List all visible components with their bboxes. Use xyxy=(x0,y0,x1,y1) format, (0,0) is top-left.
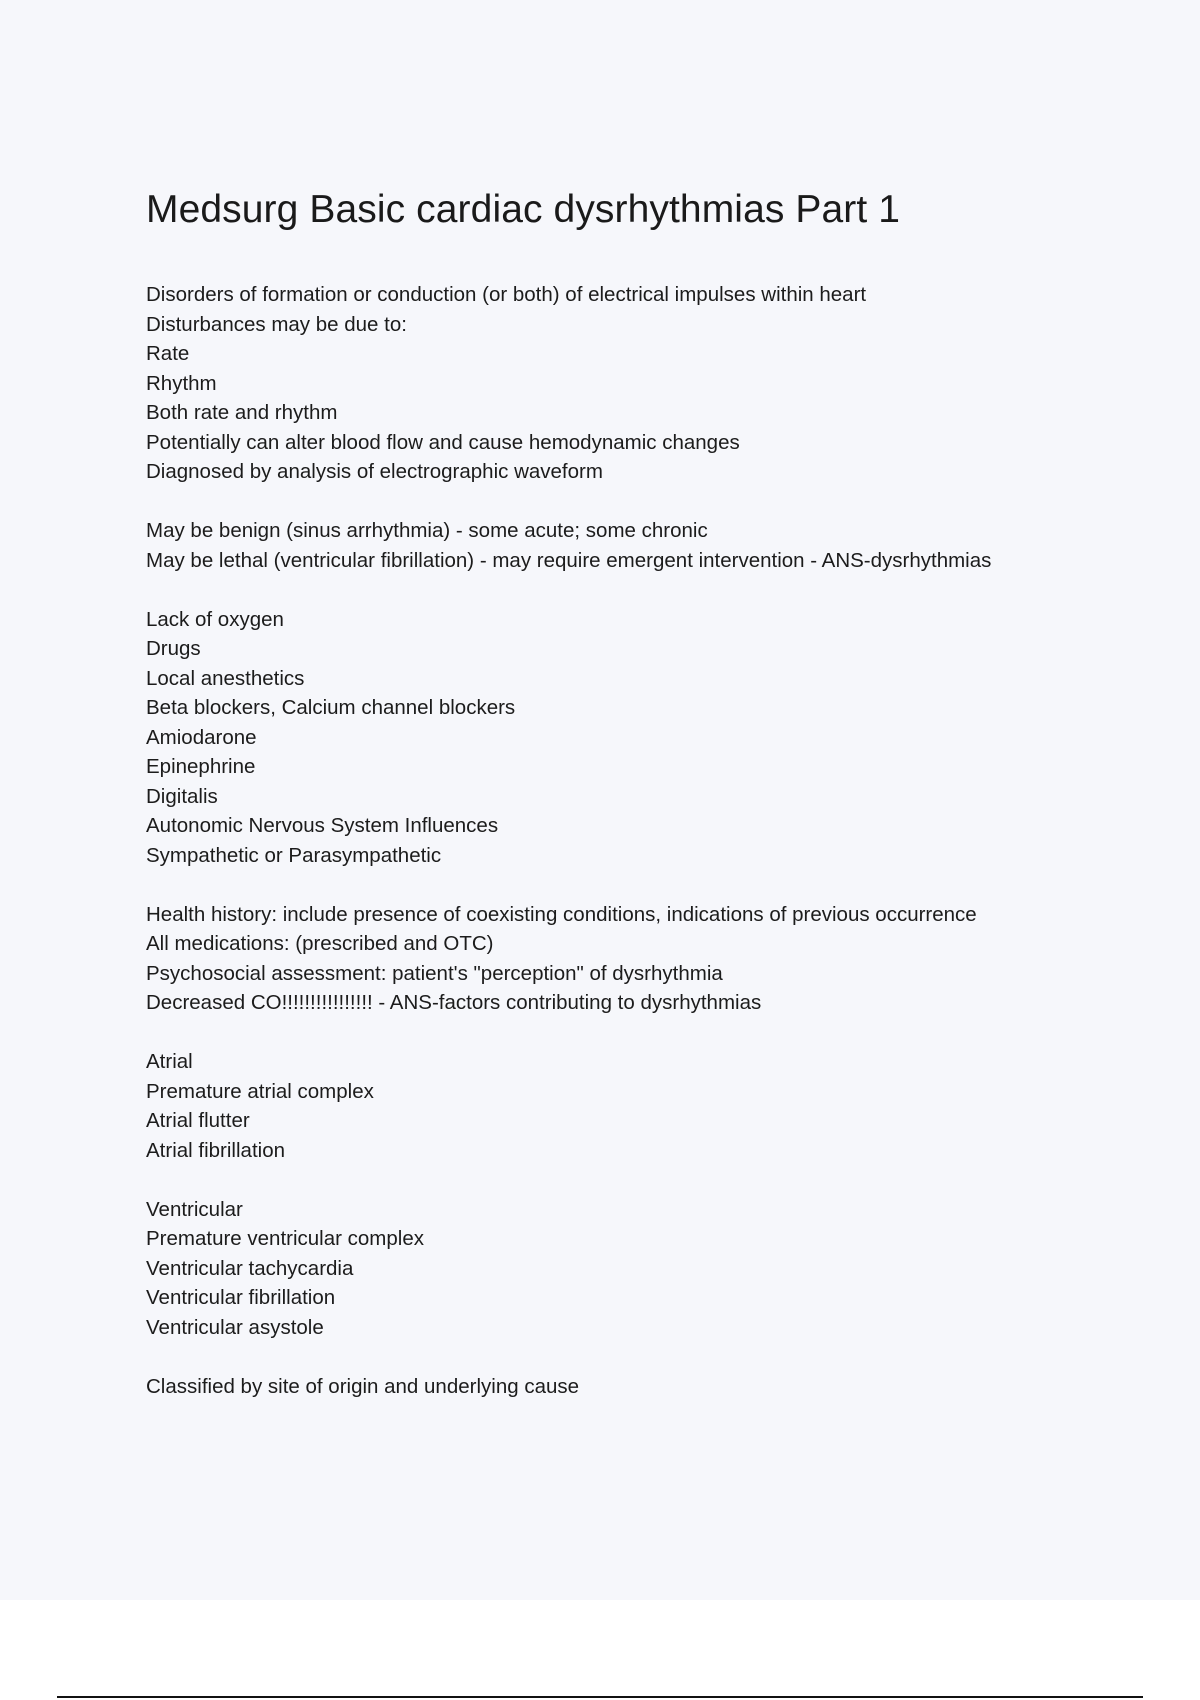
text-line: Ventricular asystole xyxy=(146,1315,324,1339)
text-line: Decreased CO!!!!!!!!!!!!!!!! - ANS-factors contributing to dysrhythmias xyxy=(146,991,762,1014)
text-line: Autonomic Nervous System Influences xyxy=(146,814,499,837)
text-line: Local anesthetics xyxy=(146,666,305,690)
text-line: Atrial xyxy=(146,1050,193,1073)
document-body xyxy=(146,280,1146,1401)
paragraph-block xyxy=(146,516,1146,575)
footer-divider xyxy=(57,1696,1143,1698)
text-line: Beta blockers, Calcium channel blockers xyxy=(146,696,516,719)
document-title: Medsurg Basic cardiac dysrhythmias Part 1 xyxy=(146,188,901,231)
text-line: Sympathetic or Parasympathetic xyxy=(146,843,442,867)
paragraph-block xyxy=(146,900,1146,1018)
text-line: Diagnosed by analysis of electrographic waveform xyxy=(146,460,603,483)
text-line: Ventricular tachycardia xyxy=(146,1256,354,1280)
paragraph-block xyxy=(146,1195,1146,1343)
text-line: Rhythm xyxy=(146,371,217,395)
text-line: Epinephrine xyxy=(146,755,256,778)
text-line: All medications: (prescribed and OTC) xyxy=(146,932,494,955)
text-line: Potentially can alter blood flow and cause hemodynamic changes xyxy=(146,430,740,454)
text-line: Ventricular xyxy=(146,1197,243,1221)
paragraph-block xyxy=(146,1372,1146,1402)
text-line: Rate xyxy=(146,342,190,365)
document-content xyxy=(146,186,1146,1431)
text-line: Disturbances may be due to: xyxy=(146,312,407,336)
text-line: Amiodarone xyxy=(146,725,257,749)
text-line: Drugs xyxy=(146,637,201,660)
paragraph-block xyxy=(146,1047,1146,1165)
text-line: Disorders of formation or conduction (or both) of electrical impulses within heart xyxy=(146,283,867,306)
text-line: May be benign (sinus arrhythmia) - some acute; some chronic xyxy=(146,519,708,542)
text-line: Ventricular fibrillation xyxy=(146,1286,336,1309)
text-line: Both rate and rhythm xyxy=(146,401,338,424)
text-line: Health history: include presence of coexisting conditions, indications of previous occurrence xyxy=(146,902,977,926)
text-line: Atrial fibrillation xyxy=(146,1138,285,1162)
text-line: Psychosocial assessment: patient's "perception" of dysrhythmia xyxy=(146,961,723,985)
text-line: Lack of oxygen xyxy=(146,607,284,631)
text-line: Premature ventricular complex xyxy=(146,1227,424,1250)
paragraph-block xyxy=(146,280,1146,487)
text-line: May be lethal (ventricular fibrillation) - may require emergent intervention - ANS-dysrhythmias xyxy=(146,548,992,572)
text-line: Classified by site of origin and underlying cause xyxy=(146,1374,580,1398)
text-line: Premature atrial complex xyxy=(146,1079,374,1103)
paragraph-block xyxy=(146,605,1146,871)
text-line: Atrial flutter xyxy=(146,1109,250,1132)
text-line: Digitalis xyxy=(146,784,218,808)
